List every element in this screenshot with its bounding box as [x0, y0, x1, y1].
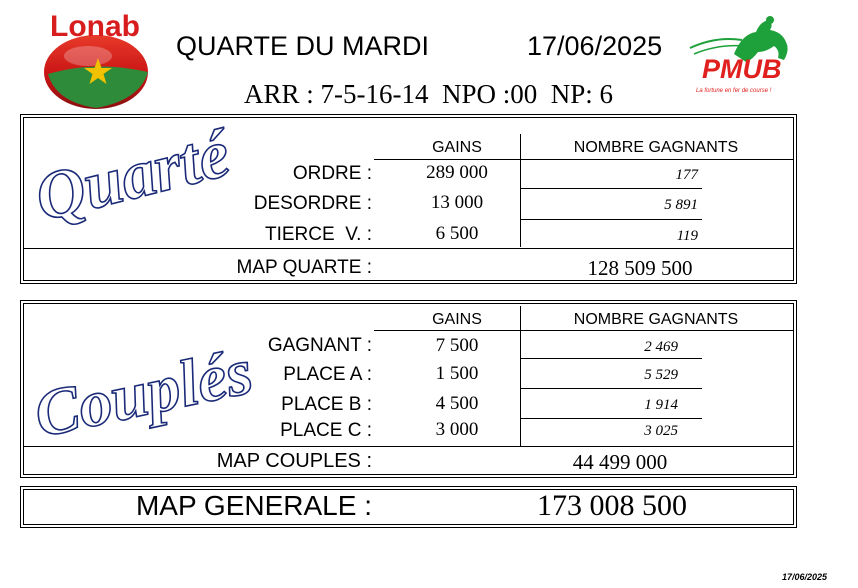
map-couples-label: MAP COUPLES :: [216, 450, 372, 472]
couples-row-winners: 3 025: [644, 423, 678, 439]
couples-row-line: [520, 358, 702, 359]
race-date: 17/06/2025: [527, 31, 663, 61]
footer-date: 17/06/2025: [782, 572, 828, 582]
couples-col-winners: NOMBRE GAGNANTS: [573, 311, 739, 328]
couples-row-line: [520, 388, 702, 389]
arrival-line: ARR : 7-5-16-14 NPO :00 NP: 6: [244, 79, 614, 109]
couples-row-gain: 4 500: [435, 393, 479, 414]
quarte-row-gain: 289 000: [426, 162, 488, 183]
quarte-section-title-text: Quarté: [27, 114, 237, 236]
page-title: QUARTE DU MARDI: [176, 31, 430, 61]
couples-row-label: GAGNANT :: [267, 335, 372, 356]
quarte-row-label: TIERCE V. :: [265, 224, 372, 245]
couples-row-winners: 2 469: [644, 339, 678, 355]
quarte-row-winners: 177: [675, 167, 698, 183]
couples-row-label: PLACE A :: [283, 364, 372, 385]
couples-row-gain: 1 500: [435, 363, 479, 384]
couples-row-gain: 3 000: [435, 419, 479, 440]
quarte-row-winners: 119: [676, 228, 698, 244]
quarte-col-winners: NOMBRE GAGNANTS: [573, 139, 739, 156]
quarte-row-gain: 13 000: [430, 192, 484, 213]
couples-row-winners: 1 914: [644, 397, 678, 413]
couples-row-winners: 5 529: [644, 367, 678, 383]
map-quarte-value: 128 509 500: [587, 256, 693, 280]
pmub-wordmark: PMUB: [702, 54, 782, 84]
quarte-row-winners: 5 891: [664, 197, 698, 213]
quarte-row-line: [520, 188, 702, 189]
couples-row-label: PLACE C :: [280, 420, 372, 441]
quarte-row-label: ORDRE :: [292, 163, 372, 184]
couples-row-gain: 7 500: [435, 335, 479, 356]
couples-col-gains: GAINS: [432, 311, 482, 328]
quarte-row-line: [520, 219, 702, 220]
couples-section-title-text: Couplés: [28, 334, 259, 452]
map-couples-value: 44 499 000: [572, 450, 668, 474]
couples-row-line: [520, 418, 702, 419]
pmub-logo: [686, 14, 796, 100]
lonab-wordmark: Lonab: [50, 10, 140, 43]
map-generale-label: MAP GENERALE :: [135, 490, 372, 521]
quarte-header-line: [374, 159, 794, 160]
lonab-logo: [40, 8, 160, 112]
quarte-row-label: DESORDRE :: [253, 193, 372, 214]
couples-header-line: [374, 330, 794, 331]
couples-row-label: PLACE B :: [281, 394, 372, 415]
quarte-col-gains: GAINS: [432, 139, 482, 156]
quarte-row-gain: 6 500: [435, 223, 479, 244]
map-quarte-label: MAP QUARTE :: [236, 257, 372, 278]
pmub-tagline: La fortune en fer de course !: [696, 88, 772, 94]
map-generale-value: 173 008 500: [537, 489, 687, 522]
